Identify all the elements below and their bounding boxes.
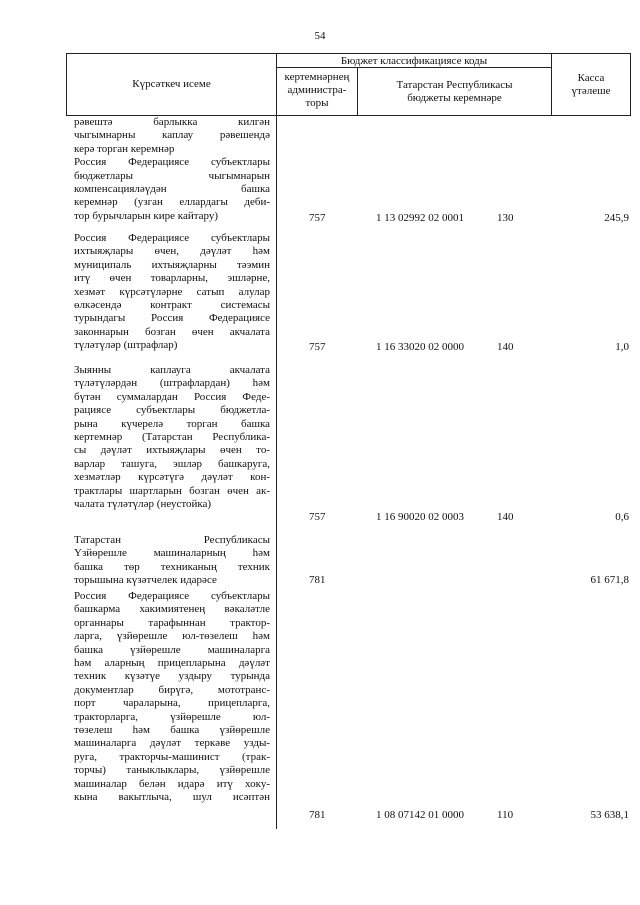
row-amount: 1,0	[615, 341, 629, 353]
row-text-line: чыгымнарны каплау рәвешендә	[74, 129, 270, 142]
header-cash-line: үтәлеше	[571, 85, 611, 97]
row-text-line: һәм аларның прицепларына дәүләт	[74, 657, 270, 670]
row-text-line: органнары тарафыннан трактор-	[74, 616, 270, 629]
row-classification-code: 1 16 90020 02 0003	[376, 511, 464, 523]
row-text-line: хезмәтләр күрсәтүгә дәүләт кон-	[74, 471, 270, 484]
header-cash-execution	[552, 72, 630, 98]
row-text-line: Россия Федерациясе субъектлары	[74, 156, 270, 169]
row-admin-code: 781	[309, 809, 326, 821]
row-classification-code: 1 08 07142 01 0000	[376, 809, 464, 821]
row-admin-code: 757	[309, 511, 326, 523]
row-text-line: рациясе субъектлары бюджетла-	[74, 404, 270, 417]
row-text-line: Татарстан Республикасы	[74, 534, 270, 546]
row-text-line: хезмәт күрсәтүләрне сатып алулар	[74, 285, 270, 298]
row-description	[74, 116, 270, 223]
row-text-line: керә торган керемнәр	[74, 142, 175, 155]
row-text-line: Россия Федерациясе субъектлары	[74, 590, 270, 602]
row-text-line: документлар бирүгә, мототранс-	[74, 683, 270, 696]
row-text-line: чалата түләтүләр (неустойка)	[74, 498, 212, 511]
row-text-line: рәвештә барлыкка килгән	[74, 116, 270, 128]
row-text-line: кына вакытлыча, шул исәптән	[74, 791, 270, 804]
row-text-line: торышына күзәтчелек идарәсе	[74, 574, 217, 587]
row-text-line: итү өчен товарларны, эшләрне,	[74, 272, 270, 285]
row-text-line: бүтән суммалардан Россия Феде-	[74, 390, 270, 403]
row-text-line: тор бурычларын кире кайтару)	[74, 209, 219, 222]
header-indicator-name: Күрсәткеч исеме	[132, 78, 211, 90]
row-text-line: торчы) таныклыклары, үзйөрешле	[74, 764, 270, 777]
row-amount: 245,9	[604, 212, 629, 224]
row-text-line: төзелеш һәм башка үзйөрешле	[74, 724, 270, 737]
header-administrator-line: кертемнәрнең	[284, 71, 350, 83]
row-description	[74, 534, 270, 588]
header-administrator-line: торы	[305, 97, 329, 109]
row-subcode: 140	[497, 511, 514, 523]
row-text-line: керемнәр (узган еллардагы деби-	[74, 196, 270, 209]
header-revenues-line: бюджеты керемнәре	[407, 92, 502, 104]
page-number: 54	[314, 30, 326, 42]
row-classification-code: 1 16 33020 02 0000	[376, 341, 464, 353]
header-cash-line: Касса	[577, 72, 605, 84]
row-text-line: ихтыяҗлары өчен, дәүләт һәм	[74, 245, 270, 258]
row-text-line: башка үзйөрешле машиналарга	[74, 643, 270, 656]
row-text-line: порт чараларына, прицепларга,	[74, 697, 270, 710]
row-description	[74, 364, 270, 511]
row-text-line: түләтүләр (штрафлар)	[74, 339, 178, 352]
row-text-line: рына күчерелә торган башка	[74, 417, 270, 430]
row-admin-code: 781	[309, 574, 326, 586]
row-text-line: компенсацияләүдән башка	[74, 183, 270, 196]
row-text-line: законнарын бозган өчен акчалата	[74, 325, 270, 338]
row-amount: 53 638,1	[590, 809, 629, 821]
header-budget-classification-codes: Бюджет классификациясе коды	[340, 55, 488, 67]
row-description	[74, 232, 270, 353]
row-text-line: Россия Федерациясе субъектлары	[74, 232, 270, 244]
row-subcode: 110	[497, 809, 514, 821]
row-text-line: турындагы Россия Федерациясе	[74, 312, 270, 325]
row-text-line: Үзйөрешле машиналарның һәм	[74, 547, 270, 560]
row-text-line: машиналар белән идарә итү хоку-	[74, 777, 270, 790]
row-description	[74, 590, 270, 805]
row-admin-code: 757	[309, 341, 326, 353]
row-text-line: муниципаль ихтыяҗларны тәэмин	[74, 258, 270, 271]
row-text-line: кертемнәр (Татарстан Республика-	[74, 431, 270, 444]
row-text-line: трактлары шартларын бозган өчен ак-	[74, 484, 270, 497]
row-text-line: руга, тракторчы-машинист (трак-	[74, 750, 270, 763]
table-right-border	[630, 53, 631, 115]
row-text-line: бюджетлары чыгымнарын	[74, 169, 270, 182]
row-subcode: 130	[497, 212, 514, 224]
header-tatarstan-budget-revenues	[358, 79, 551, 105]
row-text-line: башка төр техниканың техник	[74, 560, 270, 573]
row-text-line: өлкәсендә контракт системасы	[74, 299, 270, 312]
row-amount: 0,6	[615, 511, 629, 523]
row-subcode: 140	[497, 341, 514, 353]
row-admin-code: 757	[309, 212, 326, 224]
row-text-line: тракторларга, үзйөрешле юл-	[74, 710, 270, 723]
row-text-line: техник күзәтүе уздыру турында	[74, 670, 270, 683]
row-text-line: варлар ташуга, эшләр башкаруга,	[74, 457, 270, 470]
row-text-line: машиналарга дәүләт теркәве узды-	[74, 737, 270, 750]
column-divider-1	[276, 53, 277, 829]
row-text-line: Зыянны каплауга акчалата	[74, 364, 270, 376]
row-amount: 61 671,8	[590, 574, 629, 586]
header-administrator	[277, 71, 357, 110]
row-text-line: сы дәүләт ихтыяҗлары өчен то-	[74, 444, 270, 457]
row-text-line: башкарма хакимиятенең вәкаләтле	[74, 603, 270, 616]
row-text-line: ларга, үзйөрешле юл-төзелеш һәм	[74, 630, 270, 643]
header-administrator-line: администра-	[287, 84, 347, 96]
row-classification-code: 1 13 02992 02 0001	[376, 212, 464, 224]
table-top-border	[66, 53, 631, 54]
header-revenues-line: Татарстан Республикасы	[396, 79, 513, 91]
row-text-line: түләтүләрдән (штрафлардан) һәм	[74, 377, 270, 390]
